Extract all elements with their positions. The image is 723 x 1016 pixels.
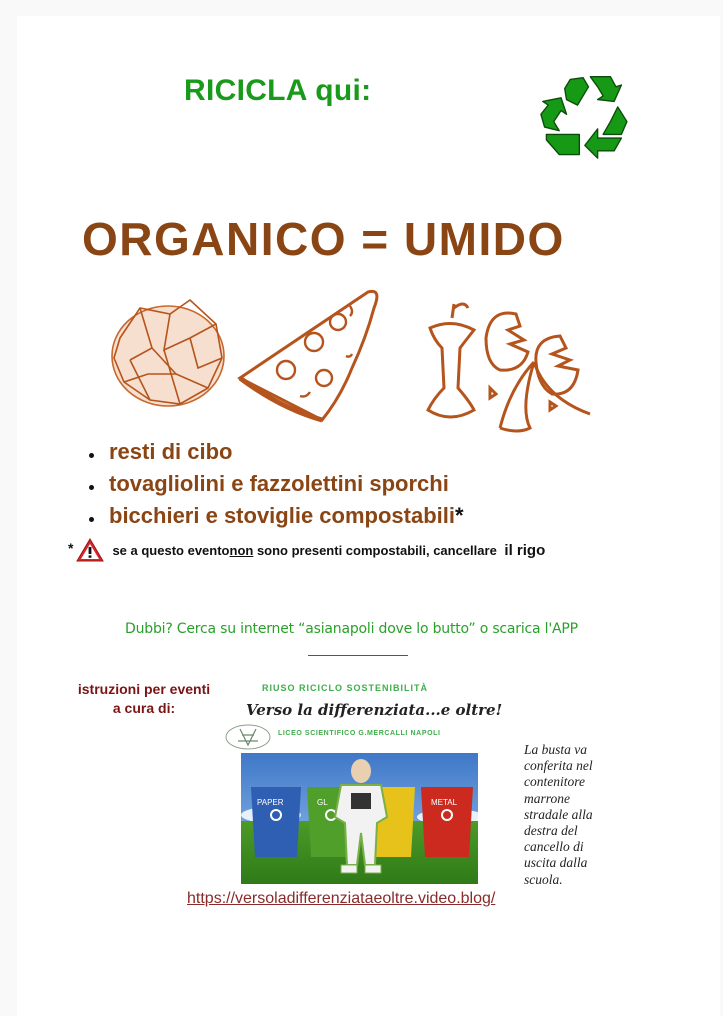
- bin-metal: [421, 787, 473, 857]
- project-banner: [222, 675, 503, 897]
- compostable-note: * se a questo evento non sono presenti compostabili, cancellare il rigo: [68, 538, 545, 562]
- note-asterisk: *: [68, 540, 74, 556]
- recycling-bins-photo: [241, 753, 478, 884]
- bag-disposal-note: La busta va conferita nel contenitore marrone stradale alla destra del cancello di uscita dalla scuola.: [524, 742, 593, 887]
- banner-tagline: RIUSO RICICLO SOSTENIBILITÀ: [262, 683, 429, 693]
- list-item: bicchieri e stoviglie compostabili*: [86, 500, 464, 532]
- list-item: tovagliolini e fazzolettini sporchi: [86, 468, 464, 500]
- list-item: resti di cibo: [86, 436, 464, 468]
- svg-text:GL: GL: [317, 798, 328, 807]
- pizza-slice-icon: [240, 291, 377, 420]
- help-text: Dubbi? Cerca su internet “asianapoli dove lo butto” o scarica l'APP: [125, 621, 578, 637]
- food-scraps-icon: [428, 304, 590, 431]
- recycle-icon: [537, 74, 629, 160]
- warning-triangle-icon: [76, 538, 104, 562]
- project-blog-link[interactable]: https://versoladifferenziataeoltre.video.blog/: [187, 890, 496, 907]
- banner-school: LICEO SCIENTIFICO G.MERCALLI NAPOLI: [278, 730, 441, 737]
- banner-title: Verso la differenziata...e oltre!: [246, 701, 503, 719]
- svg-text:PAPER: PAPER: [257, 798, 284, 807]
- page-title: ORGANICO = UMIDO: [82, 213, 565, 265]
- school-logo-icon: [224, 723, 272, 751]
- organic-waste-illustrations: [90, 278, 610, 438]
- divider: [308, 655, 408, 656]
- ricicla-heading: RICICLA qui:: [184, 74, 372, 107]
- crumpled-paper-icon: [112, 300, 224, 406]
- svg-text:METAL: METAL: [431, 798, 458, 807]
- asterisk: *: [454, 503, 464, 528]
- instructions-credit: istruzioni per eventi a cura di:: [77, 681, 211, 716]
- bin-paper: [251, 787, 301, 857]
- organic-items-list: [86, 436, 464, 532]
